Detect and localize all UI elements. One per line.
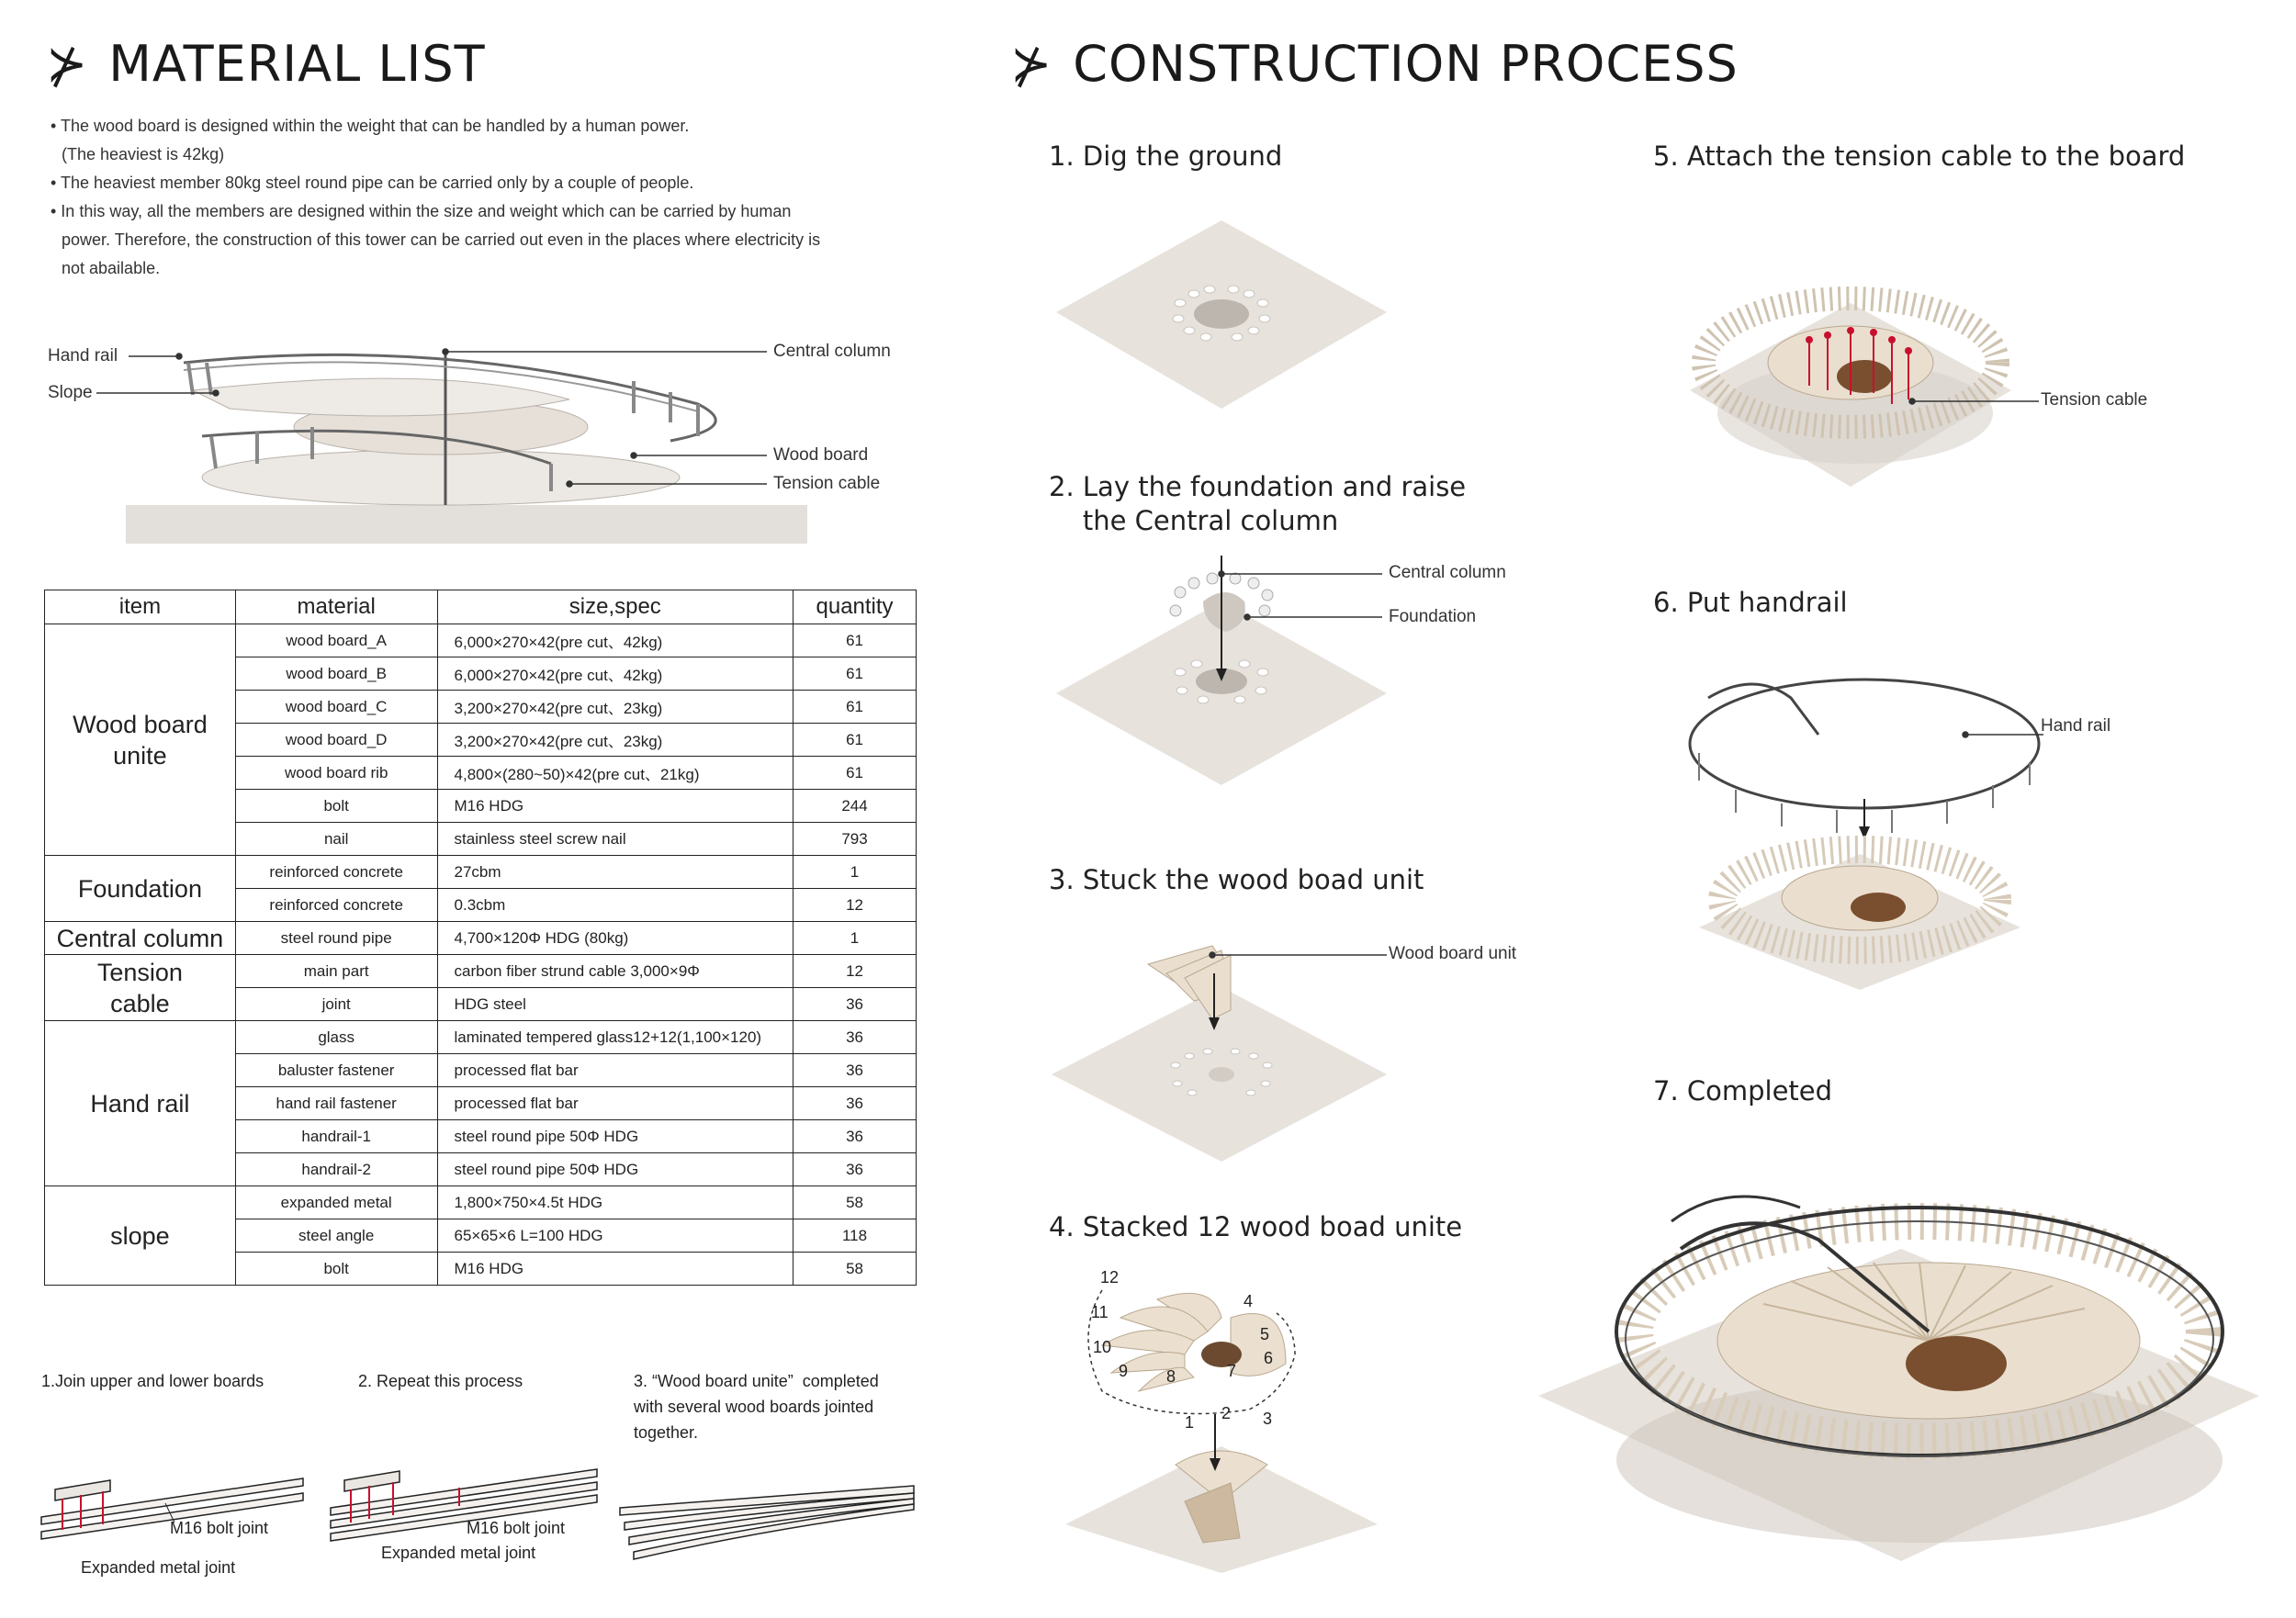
step-7-title: 7. Completed [1653, 1075, 1833, 1107]
step-3-diagram [1047, 937, 1543, 1166]
material-cell: bolt [235, 790, 437, 823]
quantity-cell: 12 [793, 889, 917, 922]
stack-number: 6 [1264, 1349, 1274, 1367]
quantity-cell: 244 [793, 790, 917, 823]
intro-line: • The heaviest member 80kg steel round pipe can be carried only by a couple of people. [51, 174, 694, 192]
group-cell: Wood board unite [45, 624, 236, 856]
callout-wood-board: Wood board [773, 445, 869, 465]
bolt-joint-label-1: M16 bolt joint [170, 1519, 269, 1537]
joint-step-3-label: 3. “Wood board unite” completed with several wood boards jointed together. [634, 1372, 879, 1442]
quantity-cell: 118 [793, 1219, 917, 1253]
stack-number: 3 [1263, 1410, 1273, 1428]
quantity-cell: 1 [793, 856, 917, 889]
group-cell: slope [45, 1186, 236, 1286]
callout-central-column: Central column [773, 342, 891, 361]
group-cell: Central column [45, 922, 236, 955]
material-cell: reinforced concrete [235, 856, 437, 889]
joint-step-1-label: 1.Join upper and lower boards [41, 1372, 264, 1390]
step-2-title: 2. Lay the foundation and raise the Central column [1049, 471, 1467, 536]
spec-cell: 1,800×750×4.5t HDG [437, 1186, 793, 1219]
spec-cell: 27cbm [437, 856, 793, 889]
heading-mark-icon: ⊁ [46, 35, 89, 93]
spec-cell: carbon fiber strund cable 3,000×9Φ [437, 955, 793, 988]
spec-cell: steel round pipe 50Φ HDG [437, 1120, 793, 1153]
heading-mark-icon: ⊁ [1010, 35, 1053, 93]
material-cell: wood board rib [235, 757, 437, 790]
step-5-title: 5. Attach the tension cable to the board [1653, 140, 2186, 172]
spec-cell: stainless steel screw nail [437, 823, 793, 856]
quantity-cell: 61 [793, 691, 917, 724]
group-cell: Hand rail [45, 1021, 236, 1186]
intro-line: not abailable. [62, 259, 161, 277]
step-7-diagram [1534, 1166, 2268, 1570]
bolt-joint-label-2: M16 bolt joint [467, 1519, 566, 1537]
header-quantity: quantity [793, 590, 917, 624]
callout-tension-cable: Tension cable [773, 474, 881, 493]
stack-number: 8 [1166, 1367, 1176, 1386]
group-cell: Foundation [45, 856, 236, 922]
material-cell: steel angle [235, 1219, 437, 1253]
step-4-title: 4. Stacked 12 wood boad unite [1049, 1211, 1463, 1242]
material-list-heading [46, 35, 486, 93]
quantity-cell: 36 [793, 1087, 917, 1120]
stack-number: 9 [1119, 1362, 1129, 1380]
quantity-cell: 61 [793, 757, 917, 790]
quantity-cell: 58 [793, 1186, 917, 1219]
quantity-cell: 58 [793, 1253, 917, 1286]
material-cell: wood board_D [235, 724, 437, 757]
callout-slope: Slope [48, 383, 93, 402]
material-cell: hand rail fastener [235, 1087, 437, 1120]
table-row [45, 922, 917, 955]
material-list-title: MATERIAL LIST [108, 35, 486, 93]
stack-number: 12 [1100, 1268, 1120, 1287]
material-cell: joint [235, 988, 437, 1021]
quantity-cell: 1 [793, 922, 917, 955]
label-tension-cable: Tension cable [2041, 390, 2148, 410]
quantity-cell: 61 [793, 724, 917, 757]
material-cell: wood board_B [235, 657, 437, 691]
spec-cell: M16 HDG [437, 1253, 793, 1286]
header-size-spec: size,spec [437, 590, 793, 624]
spec-cell: 65×65×6 L=100 HDG [437, 1219, 793, 1253]
material-cell: nail [235, 823, 437, 856]
table-row [45, 856, 917, 889]
group-cell: Tension cable [45, 955, 236, 1021]
step-2-diagram [1052, 551, 1548, 790]
intro-line: • In this way, all the members are designed within the size and weight which can be carried by human [51, 202, 792, 220]
metal-joint-label-2: Expanded metal joint [381, 1544, 536, 1562]
intro-text [51, 112, 932, 283]
spec-cell: 3,200×270×42(pre cut、23kg) [437, 691, 793, 724]
material-cell: bolt [235, 1253, 437, 1286]
step-1-title: 1. Dig the ground [1049, 140, 1283, 172]
stack-number: 11 [1091, 1303, 1109, 1321]
material-cell: handrail-1 [235, 1120, 437, 1153]
label-hand-rail: Hand rail [2041, 716, 2111, 736]
table-row [45, 1186, 917, 1219]
header-item: item [45, 590, 236, 624]
label-central-column: Central column [1389, 563, 1506, 582]
spec-cell: 4,800×(280~50)×42(pre cut、21kg) [437, 757, 793, 790]
material-cell: steel round pipe [235, 922, 437, 955]
construction-title: CONSTRUCTION PROCESS [1073, 35, 1739, 93]
spec-cell: steel round pipe 50Φ HDG [437, 1153, 793, 1186]
label-wood-board-unit: Wood board unit [1389, 944, 1517, 963]
quantity-cell: 12 [793, 955, 917, 988]
quantity-cell: 793 [793, 823, 917, 856]
header-material: material [235, 590, 437, 624]
spec-cell: laminated tempered glass12+12(1,100×120) [437, 1021, 793, 1054]
callout-hand-rail: Hand rail [48, 346, 118, 365]
stack-number: 10 [1093, 1338, 1112, 1356]
material-cell: glass [235, 1021, 437, 1054]
material-cell: wood board_A [235, 624, 437, 657]
stack-number: 5 [1260, 1325, 1270, 1343]
spec-cell: processed flat bar [437, 1087, 793, 1120]
quantity-cell: 36 [793, 988, 917, 1021]
quantity-cell: 61 [793, 657, 917, 691]
stack-number: 2 [1221, 1404, 1232, 1422]
spec-cell: 0.3cbm [437, 889, 793, 922]
spec-cell: 3,200×270×42(pre cut、23kg) [437, 724, 793, 757]
quantity-cell: 36 [793, 1021, 917, 1054]
table-row [45, 624, 917, 657]
spec-cell: processed flat bar [437, 1054, 793, 1087]
joint-step-2-label: 2. Repeat this process [358, 1372, 523, 1390]
quantity-cell: 61 [793, 624, 917, 657]
quantity-cell: 36 [793, 1153, 917, 1186]
material-cell: wood board_C [235, 691, 437, 724]
intro-line: (The heaviest is 42kg) [62, 145, 225, 163]
material-cell: handrail-2 [235, 1153, 437, 1186]
step-4-diagram [1047, 1263, 1433, 1575]
label-foundation: Foundation [1389, 607, 1477, 626]
construction-heading [1010, 35, 1739, 93]
quantity-cell: 36 [793, 1120, 917, 1153]
material-cell: main part [235, 955, 437, 988]
material-cell: expanded metal [235, 1186, 437, 1219]
stack-number: 7 [1227, 1362, 1237, 1380]
material-cell: reinforced concrete [235, 889, 437, 922]
step-6-diagram [1681, 661, 2204, 992]
step-6-title: 6. Put handrail [1653, 587, 1848, 618]
table-header-row [45, 590, 917, 624]
intro-line: power. Therefore, the construction of this tower can be carried out even in the places where electricity is [62, 230, 821, 249]
table-row [45, 955, 917, 988]
material-table [44, 590, 917, 1286]
stack-number: 1 [1185, 1413, 1195, 1432]
spec-cell: HDG steel [437, 988, 793, 1021]
spec-cell: 6,000×270×42(pre cut、42kg) [437, 624, 793, 657]
table-row [45, 1021, 917, 1054]
metal-joint-label-1: Expanded metal joint [81, 1558, 236, 1577]
intro-line: • The wood board is designed within the weight that can be handled by a human power. [51, 117, 690, 135]
quantity-cell: 36 [793, 1054, 917, 1087]
spec-cell: 4,700×120Φ HDG (80kg) [437, 922, 793, 955]
spec-cell: M16 HDG [437, 790, 793, 823]
spec-cell: 6,000×270×42(pre cut、42kg) [437, 657, 793, 691]
stack-number: 4 [1244, 1292, 1254, 1310]
step-1-diagram [1052, 216, 1391, 418]
step-3-title: 3. Stuck the wood boad unit [1049, 864, 1424, 895]
material-cell: baluster fastener [235, 1054, 437, 1087]
